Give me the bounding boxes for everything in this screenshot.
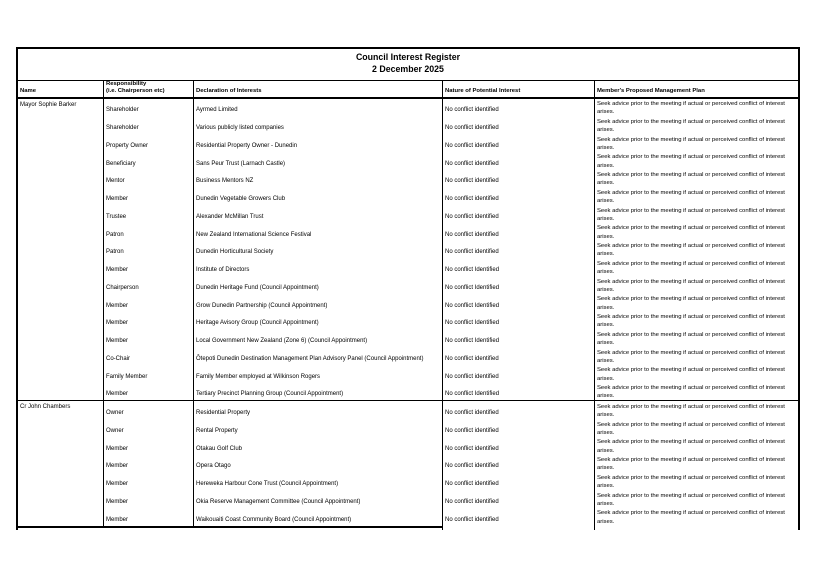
column-header-name-label: Name [20, 87, 37, 94]
member-section [18, 99, 798, 402]
management-plan-entry: Seek advice prior to the meeting if actual or perceived conflict of interest arises. [597, 349, 785, 364]
nature-entry: No conflict identified [445, 481, 499, 487]
bottom-edge-management [595, 526, 798, 530]
management-plan-entry: Seek advice prior to the meeting if actual or perceived conflict of interest arises. [597, 474, 785, 490]
responsibility-entry: Owner [106, 427, 124, 434]
nature-entry: No conflict identified [445, 213, 499, 220]
declaration-entry: Grow Dunedin Partnership (Council Appointment) [196, 302, 328, 309]
management-plan-entry: Seek advice prior to the meeting if actual or perceived conflict of interest arises. [597, 101, 785, 116]
bottom-edge-nature [443, 526, 595, 530]
responsibility-entry: Co-Chair [106, 355, 131, 362]
declaration-entry: Alexander McMillan Trust [196, 213, 264, 220]
nature-entry: No conflict Identified [445, 338, 500, 344]
column-header-responsibility [104, 81, 194, 97]
responsibility-entry: Member [106, 196, 129, 202]
declaration-entry: Otakau Golf Club [196, 445, 243, 452]
responsibility-entry: Owner [106, 410, 124, 416]
responsibility-entry: Mentor [106, 178, 125, 185]
declaration-column [194, 99, 443, 401]
column-header-declaration-label: Declaration of Interests [196, 87, 262, 94]
bottom-edge-left [18, 526, 443, 530]
table-bottom-edge [18, 526, 798, 530]
column-header-management [595, 81, 798, 97]
declaration-entry: Local Government New Zealand (Zone 6) (Council Appointment) [196, 338, 368, 344]
responsibility-entry: Family Member [106, 373, 148, 380]
declaration-entry: Family Member employed at Wilkinson Rogers [196, 373, 321, 380]
management-column [595, 99, 798, 401]
nature-entry: No conflict identified [445, 107, 499, 114]
nature-entry: No conflict identified [445, 498, 499, 505]
nature-entry: No conflict identified [445, 231, 499, 238]
declaration-entry: Dunedin Vegetable Growers Club [196, 196, 286, 202]
responsibility-entry: Member [106, 516, 129, 523]
member-name-cell [18, 401, 104, 525]
management-plan-entry: Seek advice prior to the meeting if actual or perceived conflict of interest arises. [597, 403, 785, 419]
management-column [595, 401, 798, 525]
member-name: Cr John Chambers [20, 404, 71, 411]
declaration-entry: Opera Otago [196, 463, 231, 470]
nature-entry: No conflict identified [445, 516, 499, 523]
nature-entry: No conflict identified [445, 427, 499, 434]
declaration-column [194, 401, 443, 525]
nature-entry: No conflict identified [445, 125, 499, 131]
management-plan-entry: Seek advice prior to the meeting if actual or perceived conflict of interest arises. [597, 118, 785, 134]
column-header-name [18, 81, 104, 97]
responsibility-entry: Property Owner [106, 142, 149, 149]
responsibility-entry: Member [106, 498, 129, 505]
declaration-entry: Tertiary Precinct Planning Group (Council Appointment) [196, 391, 344, 398]
nature-entry: No conflict identified [445, 196, 499, 202]
responsibility-entry: Shareholder [106, 107, 139, 114]
nature-entry: No conflict identified [445, 178, 499, 185]
management-plan-entry: Seek advice prior to the meeting if actual or perceived conflict of interest arises. [597, 260, 785, 276]
declaration-entry: Ayrmed Limited [196, 107, 238, 114]
responsibility-entry: Member [106, 320, 129, 327]
management-plan-entry: Seek advice prior to the meeting if actual or perceived conflict of interest arises. [597, 314, 785, 329]
management-plan-entry: Seek advice prior to the meeting if actual or perceived conflict of interest arises. [597, 492, 785, 507]
declaration-entry: Institute of Directors [196, 267, 250, 273]
table-header-row [18, 81, 798, 99]
responsibility-entry: Chairperson [106, 284, 139, 291]
declaration-entry: Rental Property [196, 427, 238, 434]
nature-entry: No conflict identified [445, 463, 499, 470]
responsibility-entry: Member [106, 445, 129, 452]
responsibility-entry: Member [106, 481, 129, 487]
management-plan-entry: Seek advice prior to the meeting if actual or perceived conflict of interest arises. [597, 439, 785, 454]
table-title [18, 49, 798, 81]
declaration-entry: Residential Property [196, 410, 251, 416]
column-header-declaration [194, 81, 443, 97]
title-line-1: Council Interest Register [355, 52, 461, 62]
management-plan-entry: Seek advice prior to the meeting if actual or perceived conflict of interest arises. [597, 243, 785, 258]
register-table [16, 47, 800, 530]
declaration-entry: Residential Property Owner - Dunedin [196, 142, 298, 149]
column-header-responsibility-line2: (i.e. Chairperson etc) [106, 87, 165, 94]
nature-entry: No conflict identified [445, 142, 499, 149]
nature-column [443, 401, 595, 525]
management-plan-entry: Seek advice prior to the meeting if actual or perceived conflict of interest arises. [597, 385, 785, 400]
management-plan-entry: Seek advice prior to the meeting if actual or perceived conflict of interest arises. [597, 278, 785, 293]
responsibility-entry: Member [106, 267, 129, 273]
nature-entry: No conflict identified [445, 249, 499, 256]
declaration-entry: Heritage Avisory Group (Council Appointment) [196, 320, 319, 327]
responsibility-entry: Shareholder [106, 125, 139, 131]
column-header-nature-label: Nature of Potential Interest [445, 87, 521, 94]
member-name: Mayor Sophie Barker [20, 101, 77, 108]
nature-entry: No conflict Identified [445, 302, 500, 309]
responsibility-entry: Patron [106, 231, 124, 238]
declaration-entry: Dunedin Horticultural Society [196, 249, 274, 256]
responsibility-entry: Member [106, 463, 129, 470]
responsibility-entry: Beneficiary [106, 160, 136, 167]
management-plan-entry: Seek advice prior to the meeting if actual or perceived conflict of interest arises. [597, 331, 785, 347]
nature-entry: No conflict identified [445, 373, 499, 380]
column-header-management-label: Member's Proposed Management Plan [597, 87, 705, 94]
nature-entry: No conflict Identified [445, 320, 500, 327]
management-plan-entry: Seek advice prior to the meeting if actual or perceived conflict of interest arises. [597, 421, 785, 436]
responsibility-column [104, 99, 194, 401]
management-plan-entry: Seek advice prior to the meeting if actual or perceived conflict of interest arises. [597, 296, 785, 311]
responsibility-entry: Member [106, 338, 129, 344]
column-header-nature [443, 81, 595, 97]
declaration-entry: Dunedin Heritage Fund (Council Appointment) [196, 284, 319, 291]
management-plan-entry: Seek advice prior to the meeting if actual or perceived conflict of interest arises. [597, 367, 785, 382]
management-plan-entry: Seek advice prior to the meeting if actual or perceived conflict of interest arises. [597, 510, 785, 525]
declaration-entry: Ōtepoti Dunedin Destination Management Plan Advisory Panel (Council Appointment) [196, 355, 424, 362]
responsibility-entry: Member [106, 302, 129, 309]
nature-entry: No conflict identified [445, 410, 499, 416]
declaration-entry: Sans Peur Trust (Larnach Castle) [196, 160, 286, 167]
management-plan-entry: Seek advice prior to the meeting if actual or perceived conflict of interest arises. [597, 136, 785, 151]
responsibility-entry: Trustee [106, 213, 127, 220]
responsibility-column [104, 401, 194, 525]
responsibility-entry: Patron [106, 249, 124, 256]
column-header-responsibility-line1: Responsibility [106, 80, 147, 87]
member-section [18, 401, 798, 525]
management-plan-entry: Seek advice prior to the meeting if actual or perceived conflict of interest arises. [597, 154, 785, 169]
management-plan-entry: Seek advice prior to the meeting if actual or perceived conflict of interest arises. [597, 225, 785, 240]
management-plan-entry: Seek advice prior to the meeting if actual or perceived conflict of interest arises. [597, 207, 785, 222]
management-plan-entry: Seek advice prior to the meeting if actual or perceived conflict of interest arises. [597, 189, 785, 205]
nature-entry: No conflict Identified [445, 267, 500, 273]
declaration-entry: Business Mentors NZ [196, 178, 254, 185]
declaration-entry: Okia Reserve Management Committee (Council Appointment) [196, 498, 361, 505]
declaration-entry: New Zealand International Science Festival [196, 231, 312, 238]
nature-entry: No conflict Identified [445, 284, 500, 291]
title-line-2: 2 December 2025 [372, 63, 444, 74]
declaration-entry: Hereweka Harbour Cone Trust (Council Appointment) [196, 481, 339, 487]
management-plan-entry: Seek advice prior to the meeting if actual or perceived conflict of interest arises. [597, 172, 785, 187]
table-body [18, 99, 798, 526]
nature-column [443, 99, 595, 401]
responsibility-entry: Member [106, 391, 129, 398]
nature-entry: No conflict identified [445, 355, 499, 362]
nature-entry: No conflict identified [445, 160, 499, 167]
nature-entry: No conflict Identified [445, 391, 500, 398]
declaration-entry: Waikouaiti Coast Community Board (Council Appointment) [196, 516, 352, 523]
nature-entry: No conflict identified [445, 445, 499, 452]
management-plan-entry: Seek advice prior to the meeting if actual or perceived conflict of interest arises. [597, 457, 785, 472]
member-name-cell [18, 99, 104, 401]
declaration-entry: Various publicly listed companies [196, 125, 284, 131]
